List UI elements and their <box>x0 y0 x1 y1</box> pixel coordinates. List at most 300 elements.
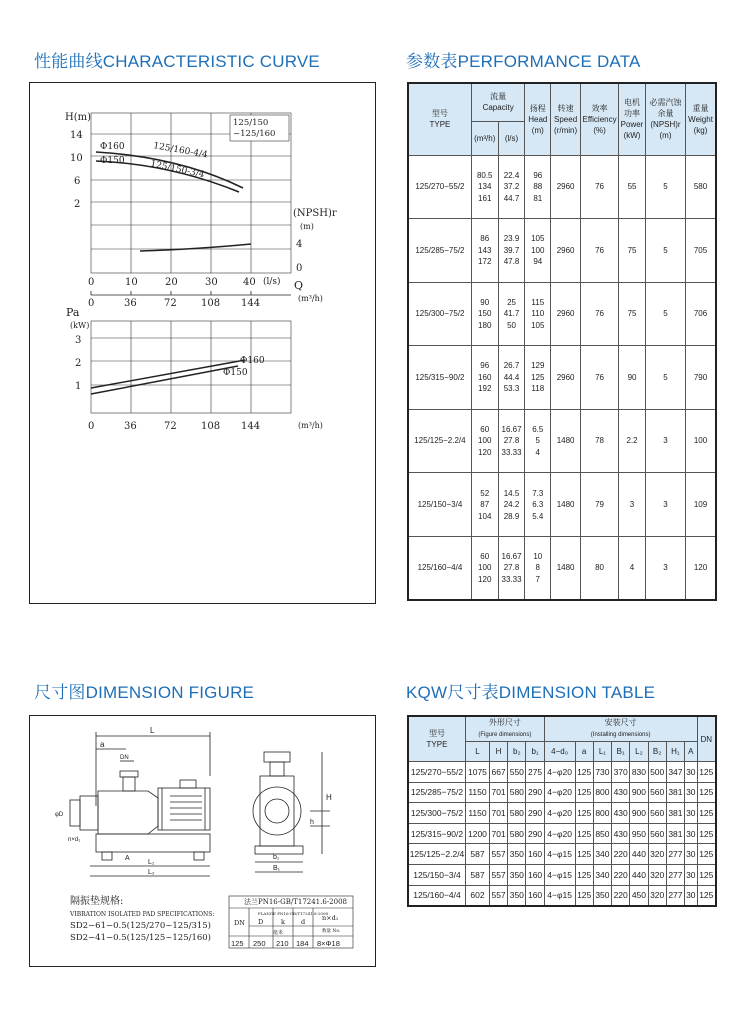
perf-power: 75 <box>619 219 646 283</box>
dim-cell: 440 <box>630 864 648 885</box>
perf-capacity-ls-value: 22.4 <box>503 170 520 180</box>
perf-header-efficiency: 效率 Efficiency (%) <box>581 83 619 155</box>
perf-capacity-m3h-value: 104 <box>478 511 492 521</box>
npsh-axis-label: (NPSH)r <box>293 208 337 219</box>
perf-capacity-ls <box>498 219 525 283</box>
perf-efficiency: 76 <box>581 346 619 410</box>
perf-capacity-m3h-value: 87 <box>480 500 490 510</box>
q-ls-tick-0: 0 <box>88 277 95 288</box>
dim-label-A: A <box>125 855 130 862</box>
h-tick-6: 6 <box>74 176 81 187</box>
dim-row <box>408 823 716 844</box>
q-symbol: Q <box>294 279 304 292</box>
perf-capacity-m3h <box>471 155 498 219</box>
perf-head-value: 7 <box>535 574 540 584</box>
perf-head <box>525 537 551 601</box>
pa-tick-1: 1 <box>75 381 82 392</box>
perf-weight: 705 <box>686 219 716 283</box>
perf-head-value: 5.4 <box>532 511 544 521</box>
dim-cell: 440 <box>630 844 648 865</box>
perf-capacity-ls-value: 16.67 <box>501 551 522 561</box>
perf-row <box>408 473 716 537</box>
perf-capacity-m3h-value: 150 <box>478 309 492 319</box>
dim-cell: 370 <box>612 762 630 783</box>
dim-cell: 830 <box>630 762 648 783</box>
perf-capacity-m3h-value: 134 <box>478 182 492 192</box>
dim-cell: 125 <box>697 782 716 803</box>
flange-subtitle: FLANGE PN16-GB/T17241.6-2008 <box>258 911 329 916</box>
pa-q-tick-0: 0 <box>88 421 95 432</box>
perf-capacity-ls-value: 27.8 <box>503 436 520 446</box>
dim-label-h: h <box>310 819 314 826</box>
perf-head <box>525 473 551 537</box>
dim-cell: 4−φ15 <box>544 885 575 906</box>
dim-cell: 350 <box>508 885 526 906</box>
perf-capacity-ls-value: 33.33 <box>501 447 522 457</box>
dim-col-header: L₂ <box>630 742 648 762</box>
dim-label-H: H <box>326 793 332 802</box>
flange-title: 法兰PN16-GB/T17241.6-2008 <box>244 898 347 906</box>
flange-v-dn: 125 <box>231 939 244 948</box>
perf-head <box>525 409 551 473</box>
perf-weight: 120 <box>686 537 716 601</box>
dim-cell: 1150 <box>466 803 490 824</box>
perf-head <box>525 282 551 346</box>
perf-power: 75 <box>619 282 646 346</box>
dim-cell: 125 <box>575 782 593 803</box>
perf-row <box>408 409 716 473</box>
perf-speed: 2960 <box>551 346 581 410</box>
flange-h-k: k <box>281 918 285 926</box>
pa-q-tick-72: 72 <box>164 421 177 432</box>
perf-efficiency: 80 <box>581 537 619 601</box>
q-ls-unit: (l/s) <box>263 277 281 287</box>
dim-header-dn: DN <box>697 716 716 762</box>
dim-cell: 320 <box>648 864 666 885</box>
dim-cell: 430 <box>612 782 630 803</box>
h-tick-2: 2 <box>74 199 81 210</box>
dim-cell: 450 <box>630 885 648 906</box>
dim-cell: 1150 <box>466 782 490 803</box>
perf-capacity-ls-value: 47.8 <box>503 257 520 267</box>
perf-capacity-m3h <box>471 473 498 537</box>
perf-head-value: 94 <box>533 257 543 267</box>
perf-row <box>408 537 716 601</box>
dim-cell: 900 <box>630 782 648 803</box>
dimension-table-section-title: KQW尺寸表DIMENSION TABLE <box>406 683 656 702</box>
dim-cell: 560 <box>648 823 666 844</box>
dim-cell: 1075 <box>466 762 490 783</box>
dim-col-header: H <box>489 742 507 762</box>
perf-capacity-ls-value: 24.2 <box>503 500 520 510</box>
dim-header-install: 安装尺寸 (Installing dimensions) <box>544 716 697 742</box>
flange-h-dn: DN <box>234 919 245 927</box>
pad-title-en: VIBRATION ISOLATED PAD SPECIFICATIONS: <box>70 911 215 918</box>
perf-header-head: 扬程 Head (m) <box>525 83 551 155</box>
pad-title-cn: 隔振垫规格: <box>70 896 124 907</box>
perf-head-value: 118 <box>531 384 545 394</box>
dim-cell: 430 <box>612 803 630 824</box>
perf-speed: 1480 <box>551 473 581 537</box>
dim-cell: 430 <box>612 823 630 844</box>
dim-cell: 557 <box>489 844 507 865</box>
dim-cell: 30 <box>685 782 698 803</box>
perf-capacity-m3h-value: 161 <box>478 193 492 203</box>
label-125-150-3-4: 125/150-3/4 <box>149 159 206 181</box>
dim-cell: 125 <box>697 864 716 885</box>
label-125-160-4-4: 125/160-4/4 <box>152 141 209 161</box>
label-d160: Φ160 <box>100 142 125 152</box>
dim-cell: 350 <box>593 885 611 906</box>
perf-speed: 1480 <box>551 537 581 601</box>
dim-cell: 587 <box>466 844 490 865</box>
dim-row <box>408 864 716 885</box>
perf-capacity-m3h-value: 120 <box>478 447 492 457</box>
dim-row <box>408 762 716 783</box>
dim-cell: 320 <box>648 885 666 906</box>
dim-cell: 800 <box>593 782 611 803</box>
dim-label-a: a <box>100 740 105 749</box>
perf-capacity-ls-value: 44.7 <box>503 193 520 203</box>
pa-q-tick-108: 108 <box>201 421 221 432</box>
flange-v-d: 184 <box>296 939 309 948</box>
dim-type: 125/315−90/2 <box>408 823 466 844</box>
perf-speed: 2960 <box>551 155 581 219</box>
perf-npsh: 5 <box>645 346 685 410</box>
perf-header-speed: 转速 Speed (r/min) <box>551 83 581 155</box>
dim-cell: 550 <box>508 762 526 783</box>
perf-capacity-m3h-value: 120 <box>478 574 492 584</box>
dim-cell: 381 <box>666 782 684 803</box>
dim-cell: 667 <box>489 762 507 783</box>
dim-cell: 4−φ20 <box>544 762 575 783</box>
perf-npsh: 5 <box>645 155 685 219</box>
dimension-table <box>407 715 717 907</box>
perf-header-weight: 重量 Weight (kg) <box>686 83 716 155</box>
q-ls-tick-20: 20 <box>165 277 178 288</box>
perf-head-value: 10 <box>533 551 543 561</box>
dim-cell: 701 <box>489 823 507 844</box>
perf-capacity-m3h <box>471 409 498 473</box>
dim-col-header: b₂ <box>508 742 526 762</box>
perf-capacity-ls <box>498 537 525 601</box>
q-m3h-unit: (m³/h) <box>298 294 323 303</box>
dim-label-B1: B₁ <box>273 865 281 872</box>
pa-curve-150 <box>91 366 238 394</box>
perf-head-value: 88 <box>533 182 543 192</box>
perf-type: 125/315−90/2 <box>408 346 471 410</box>
pa-axis-label: Pa <box>66 306 80 319</box>
curve-section-title: 性能曲线CHARACTERISTIC CURVE <box>34 52 320 71</box>
perf-type: 125/285−75/2 <box>408 219 471 283</box>
curve-box-line2: ~125/160 <box>233 129 276 139</box>
dim-cell: 30 <box>685 803 698 824</box>
dim-label-b1: b₁ <box>273 854 280 861</box>
dim-cell: 277 <box>666 844 684 865</box>
dim-cell: 275 <box>526 762 544 783</box>
dim-cell: 4−φ15 <box>544 844 575 865</box>
perf-capacity-ls <box>498 473 525 537</box>
perf-capacity-m3h-value: 172 <box>478 257 492 267</box>
dim-label-L2: L₂ <box>148 869 155 876</box>
q-m3h-tick-72: 72 <box>164 298 177 309</box>
performance-table-body <box>408 155 716 600</box>
perf-capacity-ls-value: 37.2 <box>503 182 520 192</box>
dim-cell: 290 <box>526 782 544 803</box>
dim-cell: 125 <box>697 885 716 906</box>
perf-capacity-ls <box>498 409 525 473</box>
npsh-tick-4: 4 <box>296 239 303 250</box>
perf-capacity-ls-value: 44.4 <box>503 372 520 382</box>
npsh-curve <box>140 244 251 251</box>
perf-capacity-m3h-value: 60 <box>480 551 490 561</box>
dim-cell: 220 <box>612 844 630 865</box>
dim-cell: 30 <box>685 844 698 865</box>
perf-capacity-m3h-value: 192 <box>478 384 492 394</box>
dim-cell: 587 <box>466 864 490 885</box>
dim-cell: 557 <box>489 864 507 885</box>
dim-label-DN: DN <box>120 755 129 761</box>
dim-cell: 160 <box>526 885 544 906</box>
dim-cell: 277 <box>666 864 684 885</box>
perf-row <box>408 282 716 346</box>
dimension-figure-section-title: 尺寸图DIMENSION FIGURE <box>34 683 255 702</box>
dim-cell: 557 <box>489 885 507 906</box>
perf-type: 125/300−75/2 <box>408 282 471 346</box>
perf-capacity-m3h-value: 100 <box>478 563 492 573</box>
dim-cell: 30 <box>685 823 698 844</box>
pa-q-unit: (m³/h) <box>298 421 323 430</box>
perf-head-value: 6.5 <box>532 424 544 434</box>
dim-cell: 1200 <box>466 823 490 844</box>
dim-type: 125/300−75/2 <box>408 803 466 824</box>
dim-cell: 290 <box>526 803 544 824</box>
perf-capacity-m3h <box>471 219 498 283</box>
perf-weight: 109 <box>686 473 716 537</box>
perf-capacity-m3h-value: 143 <box>478 245 492 255</box>
perf-row <box>408 346 716 410</box>
dim-cell: 125 <box>697 823 716 844</box>
dim-label-phiD: φD <box>55 812 64 818</box>
perf-capacity-ls <box>498 346 525 410</box>
dim-col-header: L <box>466 742 490 762</box>
dim-cell: 160 <box>526 864 544 885</box>
perf-capacity-m3h <box>471 282 498 346</box>
dim-cell: 220 <box>612 864 630 885</box>
dim-col-header: L₁ <box>593 742 611 762</box>
dim-cell: 800 <box>593 803 611 824</box>
dimension-figure-panel <box>29 715 376 967</box>
dim-label-L: L <box>150 726 155 735</box>
dim-cell: 580 <box>508 803 526 824</box>
perf-capacity-m3h-value: 160 <box>478 372 492 382</box>
q-m3h-tick-0: 0 <box>88 298 95 309</box>
npsh-tick-0: 0 <box>296 263 303 274</box>
dimension-drawing <box>30 716 375 966</box>
dim-cell: 381 <box>666 823 684 844</box>
perf-efficiency: 76 <box>581 219 619 283</box>
dim-header-type: 型号 TYPE <box>408 716 466 762</box>
pa-q-tick-36: 36 <box>124 421 137 432</box>
perf-head-value: 110 <box>531 309 545 319</box>
h-tick-14: 14 <box>70 130 83 141</box>
perf-head-value: 115 <box>531 297 545 307</box>
dim-col-header: B₁ <box>612 742 630 762</box>
dim-type: 125/270−55/2 <box>408 762 466 783</box>
label-d150: Φ150 <box>100 156 125 166</box>
q-ls-tick-30: 30 <box>205 277 218 288</box>
q-ls-tick-40: 40 <box>243 277 256 288</box>
dim-cell: 730 <box>593 762 611 783</box>
dim-cell: 701 <box>489 803 507 824</box>
dim-row <box>408 803 716 824</box>
perf-capacity-ls-value: 33.33 <box>501 574 522 584</box>
dim-type: 125/285−75/2 <box>408 782 466 803</box>
perf-capacity-m3h <box>471 537 498 601</box>
perf-capacity-ls-value: 39.7 <box>503 245 520 255</box>
dim-cell: 125 <box>697 803 716 824</box>
dim-cell: 125 <box>697 762 716 783</box>
pa-tick-2: 2 <box>75 358 82 369</box>
perf-capacity-m3h <box>471 346 498 410</box>
perf-capacity-ls-value: 28.9 <box>503 511 520 521</box>
dimension-table-body <box>408 762 716 907</box>
perf-efficiency: 78 <box>581 409 619 473</box>
dim-header-outline: 外形尺寸 (Figure dimensions) <box>466 716 545 742</box>
perf-capacity-m3h-value: 180 <box>478 320 492 330</box>
dim-label-L1: L₁ <box>148 859 155 866</box>
dim-col-header: 4−d₀ <box>544 742 575 762</box>
perf-capacity-ls-value: 53.3 <box>503 384 520 394</box>
dim-cell: 30 <box>685 864 698 885</box>
dim-cell: 4−φ20 <box>544 803 575 824</box>
perf-head-value: 4 <box>535 447 540 457</box>
dim-cell: 340 <box>593 864 611 885</box>
pa-curve-160 <box>91 360 245 388</box>
perf-npsh: 3 <box>645 537 685 601</box>
perf-capacity-ls-value: 16.67 <box>501 424 522 434</box>
perf-row <box>408 219 716 283</box>
dim-cell: 340 <box>593 844 611 865</box>
dim-cell: 900 <box>630 803 648 824</box>
perf-power: 55 <box>619 155 646 219</box>
perf-row <box>408 155 716 219</box>
perf-npsh: 3 <box>645 473 685 537</box>
pad-line-1: SD2−61−0.5(125/270~125/315) <box>70 921 212 931</box>
dim-col-header: B₂ <box>648 742 666 762</box>
flange-h-D: D <box>258 918 264 926</box>
perf-speed: 1480 <box>551 409 581 473</box>
perf-head-value: 129 <box>531 361 545 371</box>
dim-cell: 4−φ20 <box>544 782 575 803</box>
flange-unit: 毫米 <box>273 930 284 936</box>
dim-cell: 220 <box>612 885 630 906</box>
perf-header-unit-m3h: (m³/h) <box>471 121 498 155</box>
perf-head <box>525 219 551 283</box>
perf-power: 3 <box>619 473 646 537</box>
dim-cell: 125 <box>575 864 593 885</box>
perf-head-value: 81 <box>533 193 543 203</box>
perf-capacity-ls-value: 27.8 <box>503 563 520 573</box>
dim-cell: 277 <box>666 885 684 906</box>
dim-type: 125/160−4/4 <box>408 885 466 906</box>
perf-header-type: 型号 TYPE <box>408 83 471 155</box>
perf-capacity-ls-value: 25 <box>507 297 516 307</box>
dim-cell: 350 <box>508 864 526 885</box>
dim-cell: 160 <box>526 844 544 865</box>
dim-type: 125/125−2.2/4 <box>408 844 466 865</box>
dim-cell: 125 <box>575 823 593 844</box>
flange-v-k: 210 <box>276 939 289 948</box>
dim-cell: 125 <box>575 844 593 865</box>
q-m3h-tick-144: 144 <box>241 298 261 309</box>
perf-capacity-m3h-value: 52 <box>480 488 490 498</box>
perf-npsh: 5 <box>645 219 685 283</box>
perf-head-value: 6.3 <box>532 500 544 510</box>
dim-cell: 30 <box>685 885 698 906</box>
perf-head-value: 7.3 <box>532 488 544 498</box>
perf-header-capacity: 流量 Capacity <box>471 83 525 121</box>
dim-row <box>408 885 716 906</box>
flange-sub-count: 数量 No. <box>322 929 341 934</box>
perf-capacity-ls <box>498 155 525 219</box>
dim-type: 125/150−3/4 <box>408 864 466 885</box>
perf-weight: 580 <box>686 155 716 219</box>
perf-head-value: 105 <box>531 234 545 244</box>
dim-cell: 347 <box>666 762 684 783</box>
perf-npsh: 3 <box>645 409 685 473</box>
dim-cell: 320 <box>648 844 666 865</box>
dim-cell: 381 <box>666 803 684 824</box>
perf-capacity-ls-value: 41.7 <box>503 309 520 319</box>
perf-efficiency: 76 <box>581 155 619 219</box>
perf-head-value: 96 <box>533 170 543 180</box>
perf-weight: 790 <box>686 346 716 410</box>
perf-capacity-ls-value: 26.7 <box>503 361 520 371</box>
perf-type: 125/125−2.2/4 <box>408 409 471 473</box>
perf-speed: 2960 <box>551 219 581 283</box>
pa-label-150: Φ150 <box>223 368 248 378</box>
perf-speed: 2960 <box>551 282 581 346</box>
dim-cell: 125 <box>575 803 593 824</box>
perf-capacity-m3h-value: 90 <box>480 297 490 307</box>
perf-capacity-ls-value: 50 <box>507 320 516 330</box>
dim-cell: 580 <box>508 823 526 844</box>
dim-cell: 125 <box>697 844 716 865</box>
pa-label-160: Φ160 <box>240 356 265 366</box>
dim-cell: 125 <box>575 885 593 906</box>
perf-head-value: 8 <box>535 563 540 573</box>
flange-h-nd: n×d₁ <box>322 914 339 922</box>
h-axis-label: H(m) <box>65 112 92 123</box>
perf-capacity-m3h-value: 60 <box>480 424 490 434</box>
dim-cell: 701 <box>489 782 507 803</box>
perf-efficiency: 76 <box>581 282 619 346</box>
perf-head <box>525 155 551 219</box>
q-ls-tick-10: 10 <box>125 277 138 288</box>
perf-capacity-m3h-value: 80.5 <box>476 170 493 180</box>
dim-col-header: b₁ <box>526 742 544 762</box>
flange-v-D: 250 <box>253 939 266 948</box>
dim-cell: 290 <box>526 823 544 844</box>
perf-head <box>525 346 551 410</box>
dim-cell: 500 <box>648 762 666 783</box>
dim-cell: 580 <box>508 782 526 803</box>
pa-tick-3: 3 <box>75 335 82 346</box>
perf-capacity-ls-value: 14.5 <box>503 488 520 498</box>
q-m3h-tick-36: 36 <box>124 298 137 309</box>
dim-label-nd: n×d₁ <box>68 837 81 843</box>
